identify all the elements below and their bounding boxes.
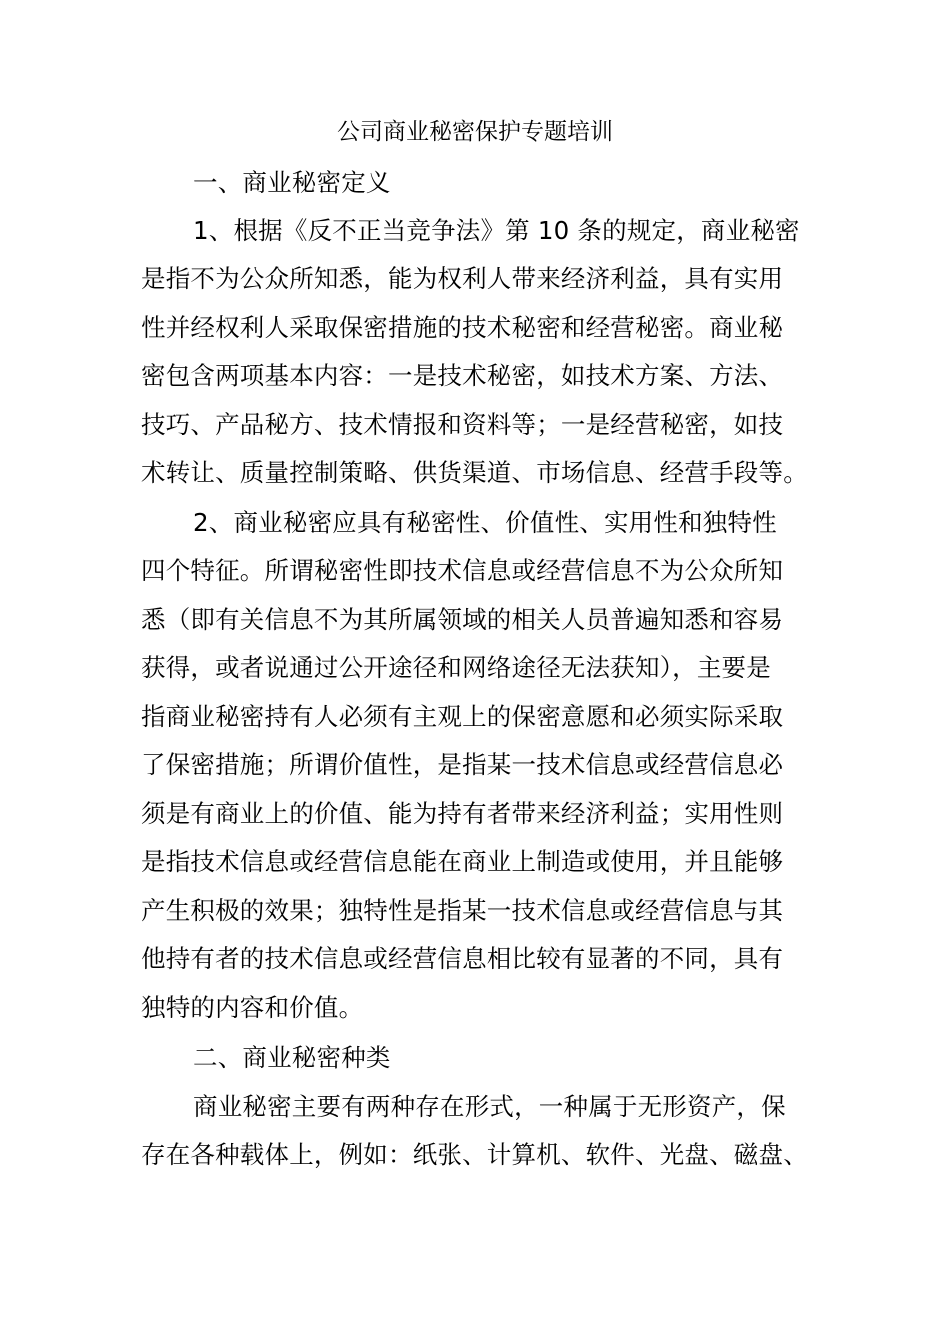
paragraph-line: 独特的内容和价值。 [141, 993, 364, 1022]
paragraph-line: 1、根据《反不正当竞争法》第 10 条的规定，商业秘密 [193, 216, 800, 245]
paragraph-line: 悉（即有关信息不为其所属领域的相关人员普遍知悉和容易 [141, 605, 784, 634]
paragraph-line: 他持有者的技术信息或经营信息相比较有显著的不同，具有 [141, 944, 784, 973]
page-title: 公司商业秘密保护专题培训 [337, 119, 613, 145]
paragraph-line: 技巧、产品秘方、技术情报和资料等；一是经营秘密，如技 [141, 410, 784, 439]
section-heading-1: 一、商业秘密定义 [193, 168, 391, 197]
paragraph-line: 是指技术信息或经营信息能在商业上制造或使用，并且能够 [141, 847, 784, 876]
paragraph-line: 密包含两项基本内容：一是技术秘密，如技术方案、方法、 [141, 361, 784, 390]
paragraph-line: 存在各种载体上，例如：纸张、计算机、软件、光盘、磁盘、 [141, 1140, 808, 1169]
paragraph-line: 是指不为公众所知悉，能为权利人带来经济利益，具有实用 [141, 264, 784, 293]
paragraph-line: 获得，或者说通过公开途径和网络途径无法获知），主要是 [141, 653, 771, 682]
paragraph-line: 须是有商业上的价值、能为持有者带来经济利益；实用性则 [141, 799, 784, 828]
paragraph-line: 术转让、质量控制策略、供货渠道、市场信息、经营手段等。 [141, 458, 808, 487]
paragraph-line: 产生积极的效果；独特性是指某一技术信息或经营信息与其 [141, 896, 784, 925]
paragraph-line: 四个特征。所谓秘密性即技术信息或经营信息不为公众所知 [141, 556, 784, 585]
paragraph-line: 2、商业秘密应具有秘密性、价值性、实用性和独特性 [193, 508, 777, 537]
paragraph-line: 性并经权利人采取保密措施的技术秘密和经营秘密。商业秘 [141, 313, 784, 342]
paragraph-line: 了保密措施；所谓价值性，是指某一技术信息或经营信息必 [141, 750, 784, 779]
section-heading-2: 二、商业秘密种类 [193, 1043, 391, 1072]
paragraph-line: 指商业秘密持有人必须有主观上的保密意愿和必须实际采取 [141, 702, 784, 731]
paragraph-line: 商业秘密主要有两种存在形式，一种属于无形资产，保 [193, 1092, 786, 1121]
